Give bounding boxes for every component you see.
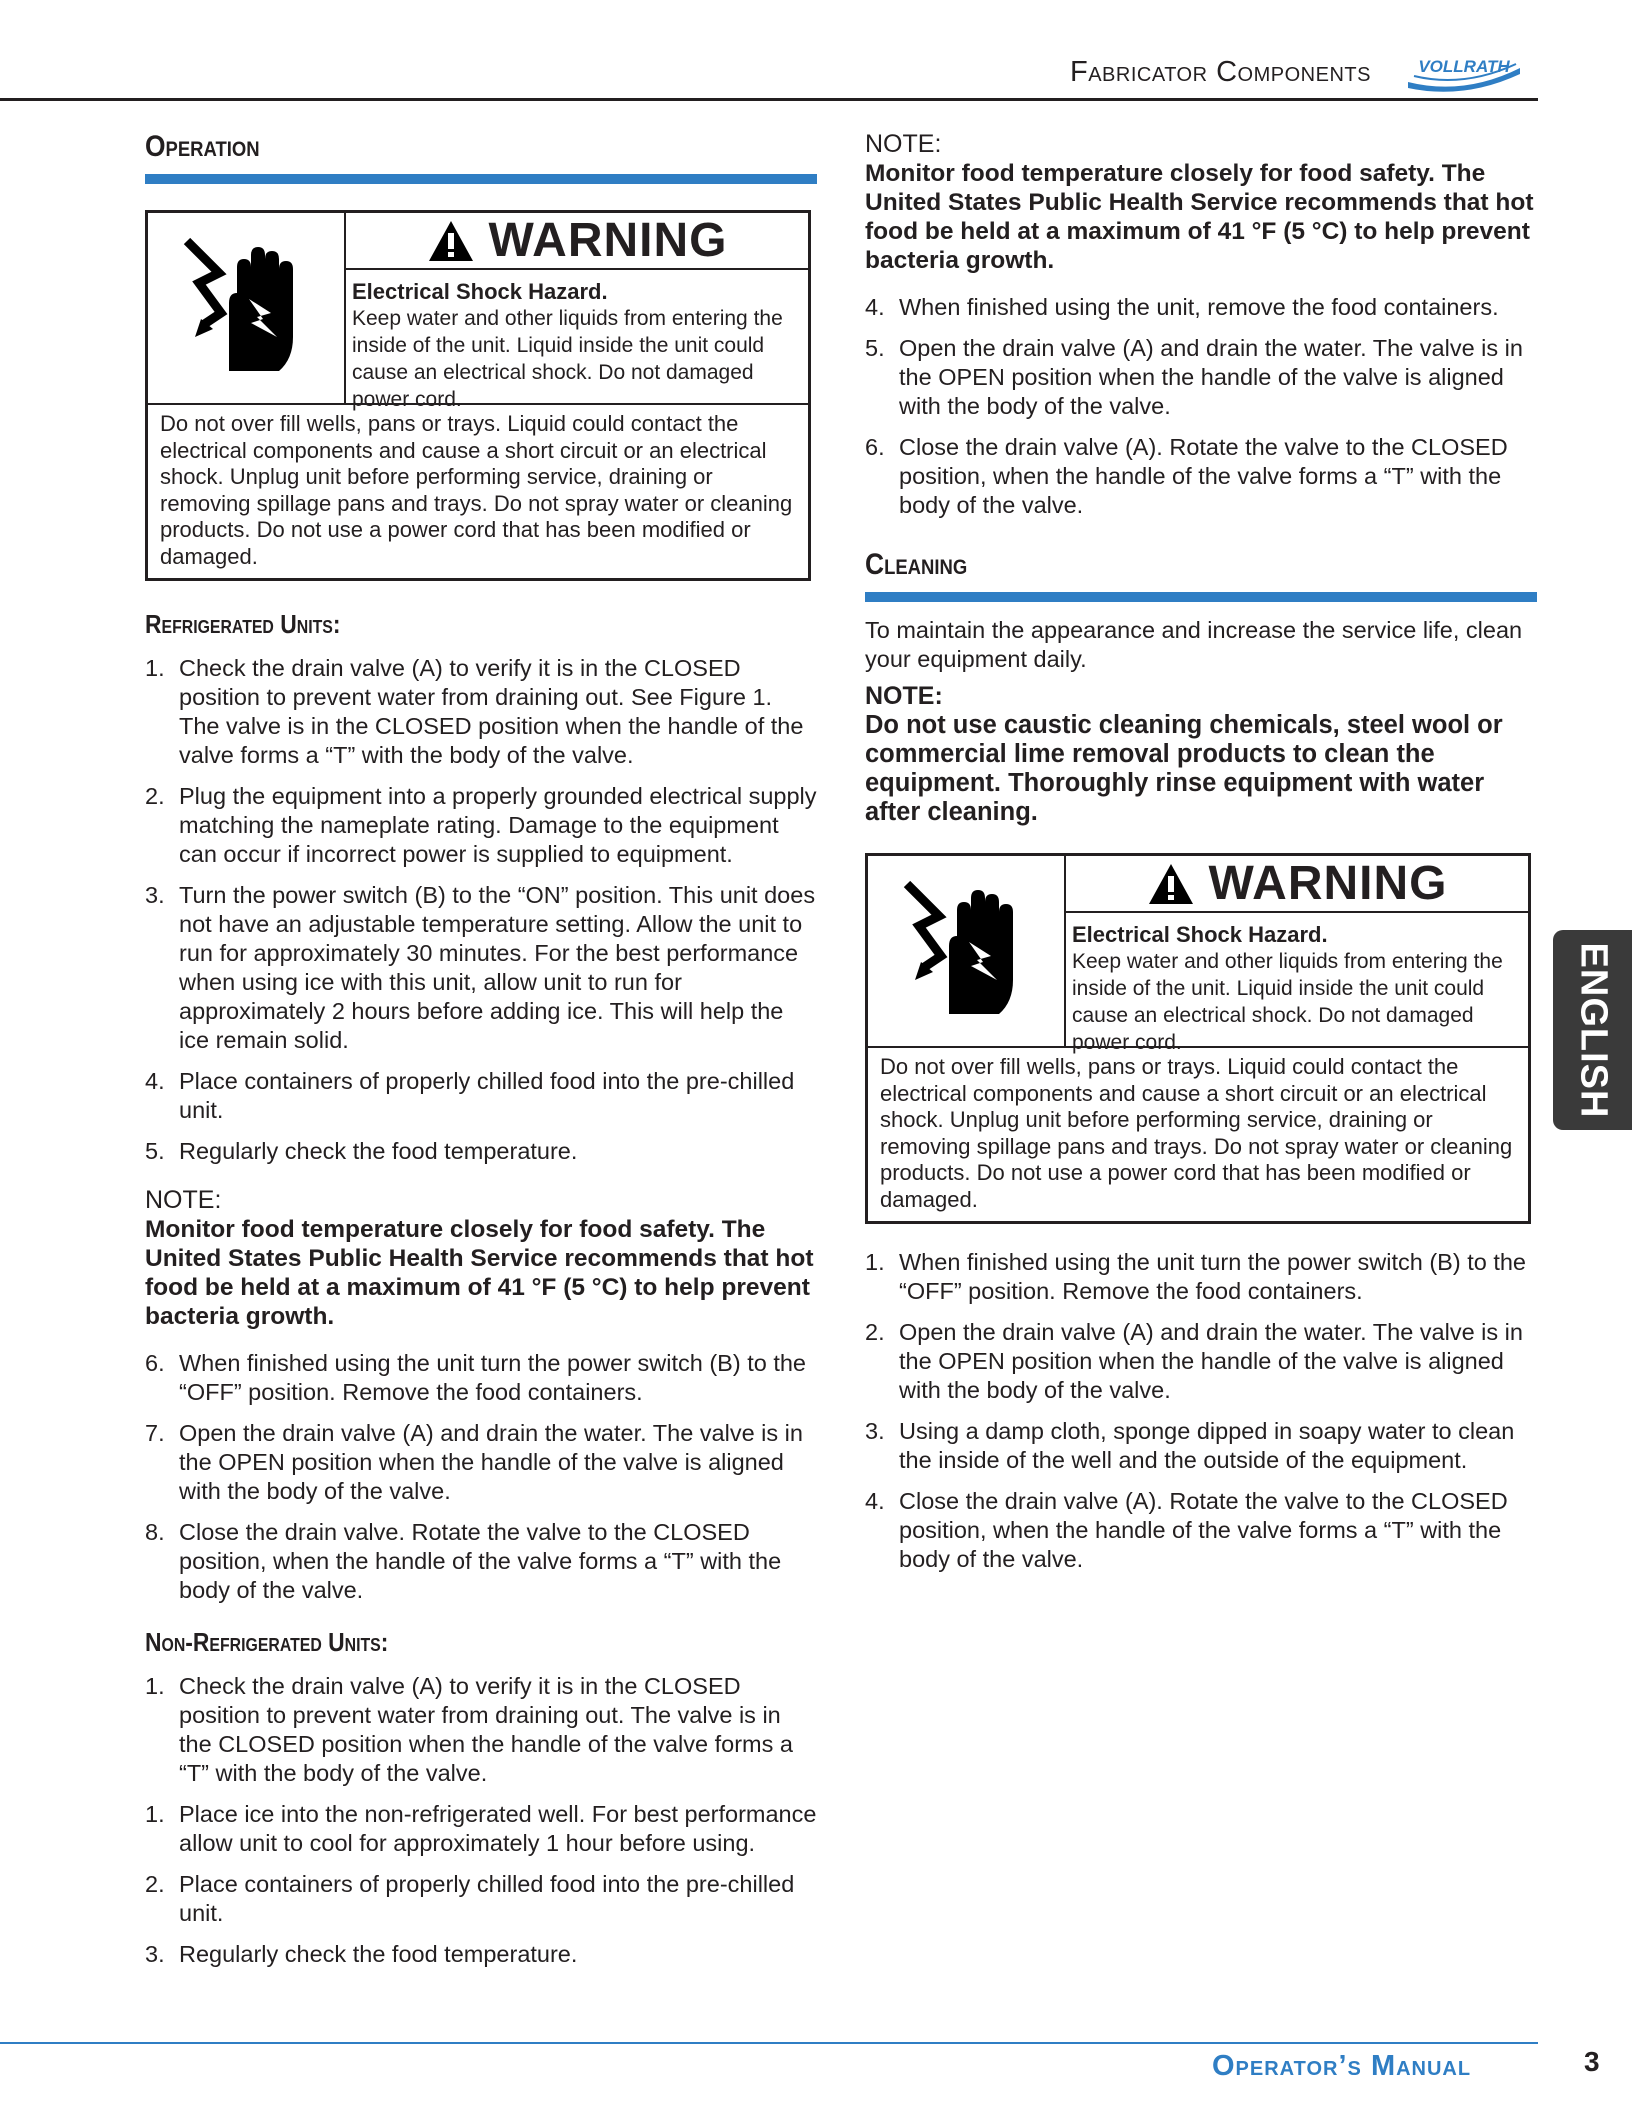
warning-details: Do not over fill wells, pans or trays. Liquid could contact the electrical components and cause a short circuit or an electrical shock. Unplug unit before performing service, draining or removing spillage pans and trays. Do not spray water or cleaning products. Do not use a power cord that has been modified or damaged. (880, 1054, 1513, 1212)
warning-triangle-icon (427, 219, 475, 263)
cleaning-title: Cleaning (865, 548, 968, 581)
list-item: 3. Turn the power switch (B) to the “ON” position. This unit does not have an adjustable temperature setting. Allow the unit to run for approximately 30 minutes. For the best performance when using ice with this unit, allow unit to run for approximately 2 hours before adding ice. This will help the ice remain solid. (145, 882, 816, 1053)
note-text: Do not use caustic cleaning chemicals, steel wool or commercial lime removal products to clean the equipment. Thoroughly rinse equipment with water after cleaning. (865, 711, 1503, 826)
list-item: 2. Open the drain valve (A) and drain the water. The valve is in the OPEN position when the handle of the valve is aligned with the body of the valve. (865, 1319, 1523, 1403)
vollrath-logo (1404, 52, 1524, 92)
electric-shock-hand-icon (148, 213, 346, 403)
list-item: 5. Regularly check the food temperature. (145, 1138, 578, 1164)
header-title: Fabricator Components (1070, 56, 1371, 88)
note-label: NOTE: (145, 1186, 222, 1214)
refrigerated-title: Refrigerated Units: (145, 609, 341, 639)
list-item: 6. Close the drain valve (A). Rotate the valve to the CLOSED position, when the handle of the valve forms a “T” with the body of the valve. (865, 434, 1508, 518)
cleaning-intro: To maintain the appearance and increase the service life, clean your equipment daily. (865, 617, 1523, 672)
list-item: 8. Close the drain valve. Rotate the valve to the CLOSED position, when the handle of the valve forms a “T” with the body of the valve. (145, 1519, 782, 1603)
logo-text: VOLLRATH (1418, 57, 1510, 76)
note-label: NOTE: (865, 130, 942, 158)
warning-triangle-icon (1147, 862, 1195, 906)
list-item: 2. Plug the equipment into a properly grounded electrical supply matching the nameplate rating. Damage to the equipment can occur if incorrect power is supplied to equipment. (145, 783, 817, 867)
list-item: 3. Using a damp cloth, sponge dipped in soapy water to clean the inside of the well and the outside of the equipment. (865, 1418, 1515, 1473)
warning-label: WARNING (488, 214, 728, 267)
right-column (865, 130, 1537, 1586)
non-refrigerated-steps (145, 1672, 817, 1969)
hazard-title: Electrical Shock Hazard. (352, 279, 608, 304)
refrigerated-steps-b (145, 1349, 817, 1605)
section-bar (865, 592, 1537, 602)
section-bar (145, 174, 817, 184)
non-refrigerated-title: Non-Refrigerated Units: (145, 1627, 389, 1657)
list-item: 7. Open the drain valve (A) and drain the water. The valve is in the OPEN position when the handle of the valve is aligned with the body of the valve. (145, 1420, 803, 1504)
language-tab (1553, 930, 1632, 1130)
list-item: 3. Regularly check the food temperature. (145, 1941, 578, 1967)
page-number: 3 (1584, 2046, 1600, 2077)
note-label: NOTE: (865, 682, 943, 710)
warning-label: WARNING (1208, 857, 1448, 910)
list-item: 5. Open the drain valve (A) and drain the water. The valve is in the OPEN position when the handle of the valve is aligned with the body of the valve. (865, 335, 1523, 419)
list-item: 1. Check the drain valve (A) to verify it is in the CLOSED position to prevent water from draining out. The valve is in the CLOSED position when the handle of the valve forms a “T” with the body of the valve. (145, 1673, 793, 1786)
note-text: Monitor food temperature closely for food safety. The United States Public Health Service recommends that hot food be held at a maximum of 41 °F (5 °C) to help prevent bacteria growth. (145, 1216, 814, 1330)
list-item: 6. When finished using the unit turn the power switch (B) to the “OFF” position. Remove the food containers. (145, 1350, 806, 1405)
cleaning-steps (865, 1248, 1537, 1574)
hazard-text: Keep water and other liquids from entering the inside of the unit. Liquid inside the unit could cause an electrical shock. Do not damaged power cord. (1072, 950, 1503, 1054)
hazard-title: Electrical Shock Hazard. (1072, 922, 1328, 947)
header-rule (0, 98, 1538, 101)
list-item: 2. Place containers of properly chilled food into the pre-chilled unit. (145, 1871, 795, 1926)
list-item: 1. Check the drain valve (A) to verify it is in the CLOSED position to prevent water from draining out. See Figure 1. The valve is in the CLOSED position when the handle of the valve forms a “T” with the body of the valve. (145, 655, 804, 768)
note-text: Monitor food temperature closely for food safety. The United States Public Health Service recommends that hot food be held at a maximum of 41 °F (5 °C) to help prevent bacteria growth. (865, 160, 1534, 274)
warning-box (865, 853, 1531, 1224)
warning-details: Do not over fill wells, pans or trays. Liquid could contact the electrical components and cause a short circuit or an electrical shock. Unplug unit before performing service, draining or removing spillage pans and trays. Do not spray water or cleaning products. Do not use a power cord that has been modified or damaged. (160, 411, 793, 569)
refrigerated-steps-a (145, 654, 817, 1166)
operation-title: Operation (145, 130, 260, 163)
language-tab-label: ENGLISH (1572, 942, 1614, 1118)
list-item: 1. When finished using the unit turn the power switch (B) to the “OFF” position. Remove the food containers. (865, 1249, 1526, 1304)
list-item: 4. When finished using the unit, remove the food containers. (865, 294, 1499, 320)
list-item: 1. Place ice into the non-refrigerated well. For best performance allow unit to cool for approximately 1 hour before using. (145, 1801, 817, 1856)
electric-shock-hand-icon (868, 856, 1066, 1046)
right-steps (865, 293, 1537, 520)
list-item: 4. Place containers of properly chilled food into the pre-chilled unit. (145, 1068, 795, 1123)
warning-box (145, 210, 811, 581)
list-item: 4. Close the drain valve (A). Rotate the valve to the CLOSED position, when the handle of the valve forms a “T” with the body of the valve. (865, 1488, 1508, 1572)
left-column (145, 130, 817, 1981)
hazard-text: Keep water and other liquids from entering the inside of the unit. Liquid inside the unit could cause an electrical shock. Do not damaged power cord. (352, 307, 783, 411)
footer-title: Operator’s Manual (1212, 2050, 1472, 2082)
footer-rule (0, 2042, 1538, 2044)
